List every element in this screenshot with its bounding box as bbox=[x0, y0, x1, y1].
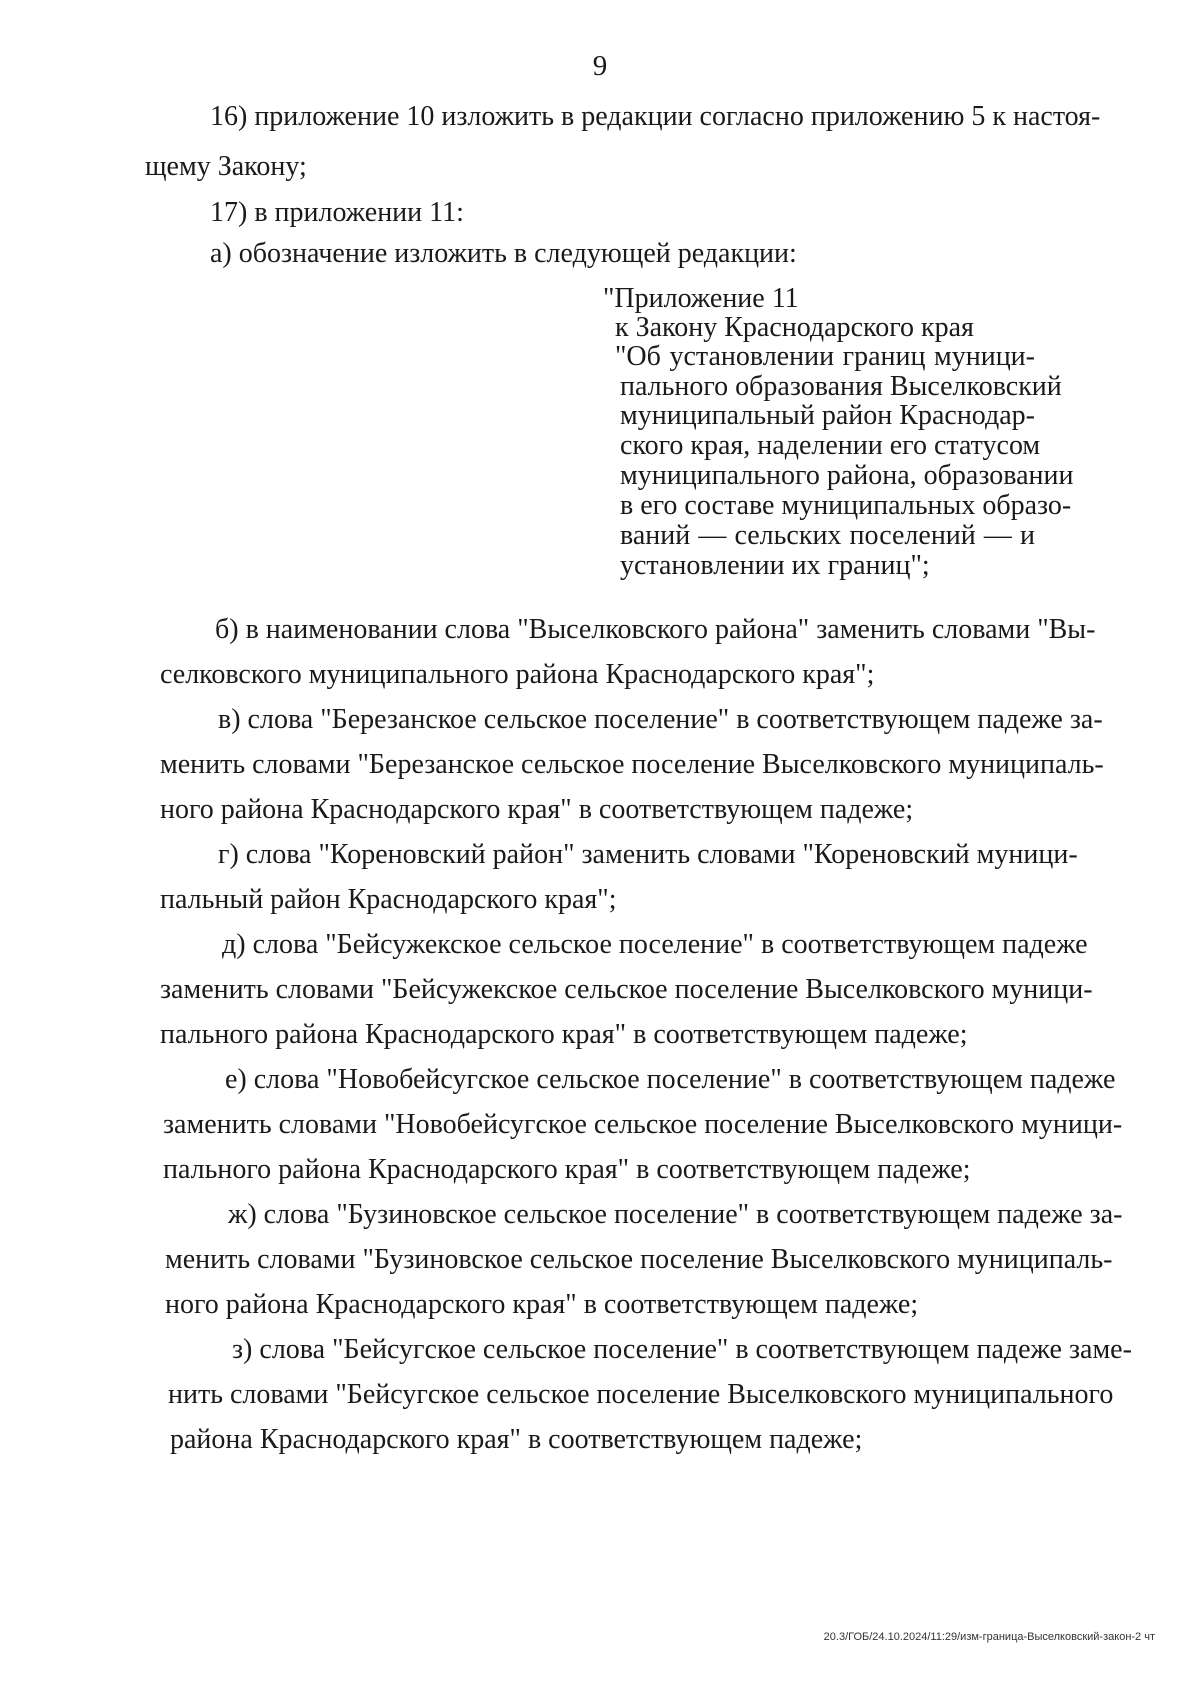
appendix-header-line: ского края, наделении его статусом bbox=[620, 430, 1041, 461]
paragraph-line: района Краснодарского края" в соответствующем падеже; bbox=[170, 1424, 863, 1455]
paragraph-line: заменить словами "Бейсужекское сельское поселение Выселковского муници- bbox=[160, 974, 1093, 1005]
paragraph-line: б) в наименовании слова "Выселковского района" заменить словами "Вы- bbox=[215, 614, 1096, 645]
paragraph-line: з) слова "Бейсугское сельское поселение" в соответствующем падеже заме- bbox=[232, 1334, 1132, 1365]
paragraph-line: менить словами "Березанское сельское поселение Выселковского муниципаль- bbox=[160, 749, 1104, 780]
paragraph-line: 17) в приложении 11: bbox=[210, 197, 464, 228]
document-footer: 20.3/ГОБ/24.10.2024/11:29/изм-граница-Выселковский-закон-2 чт bbox=[823, 1631, 1155, 1643]
paragraph-line: селковского муниципального района Краснодарского края"; bbox=[160, 659, 875, 690]
paragraph-line: пального района Краснодарского края" в соответствующем падеже; bbox=[163, 1154, 971, 1185]
appendix-header-line: к Закону Краснодарского края bbox=[615, 312, 974, 343]
paragraph-line: е) слова "Новобейсугское сельское поселение" в соответствующем падеже bbox=[225, 1064, 1116, 1095]
appendix-header-line: установлении их границ"; bbox=[620, 550, 930, 581]
paragraph-line: в) слова "Березанское сельское поселение" в соответствующем падеже за- bbox=[218, 704, 1103, 735]
paragraph-line: заменить словами "Новобейсугское сельское поселение Выселковского муници- bbox=[163, 1109, 1123, 1140]
paragraph-line: ного района Краснодарского края" в соответствующем падеже; bbox=[165, 1289, 919, 1320]
paragraph-line: пальный район Краснодарского края"; bbox=[160, 884, 617, 915]
page-number: 9 bbox=[592, 50, 608, 82]
paragraph-line: г) слова "Кореновский район" заменить словами "Кореновский муници- bbox=[218, 839, 1078, 870]
paragraph-line: пального района Краснодарского края" в соответствующем падеже; bbox=[160, 1019, 968, 1050]
appendix-header-line: пального образования Выселковский bbox=[620, 371, 1062, 402]
paragraph-line: нить словами "Бейсугское сельское поселение Выселковского муниципального bbox=[168, 1379, 1114, 1410]
paragraph-line: ж) слова "Бузиновское сельское поселение" в соответствующем падеже за- bbox=[228, 1199, 1123, 1230]
paragraph-line: менить словами "Бузиновское сельское поселение Выселковского муниципаль- bbox=[165, 1244, 1113, 1275]
appendix-header-line: "Об установлении границ муници- bbox=[615, 341, 1035, 372]
appendix-header-line: ваний — сельских поселений — и bbox=[620, 520, 1035, 551]
appendix-header-line: муниципального района, образовании bbox=[620, 460, 1074, 491]
paragraph-line: ного района Краснодарского края" в соответствующем падеже; bbox=[160, 794, 914, 825]
paragraph-line: а) обозначение изложить в следующей редакции: bbox=[210, 238, 797, 269]
paragraph-line: щему Закону; bbox=[145, 151, 307, 182]
appendix-header-line: муниципальный район Краснодар- bbox=[620, 400, 1035, 431]
paragraph-line: 16) приложение 10 изложить в редакции согласно приложению 5 к настоя- bbox=[210, 101, 1101, 132]
appendix-header-line: "Приложение 11 bbox=[603, 283, 799, 314]
appendix-header-line: в его составе муниципальных образо- bbox=[620, 490, 1072, 521]
paragraph-line: д) слова "Бейсужекское сельское поселение" в соответствующем падеже bbox=[222, 929, 1088, 960]
